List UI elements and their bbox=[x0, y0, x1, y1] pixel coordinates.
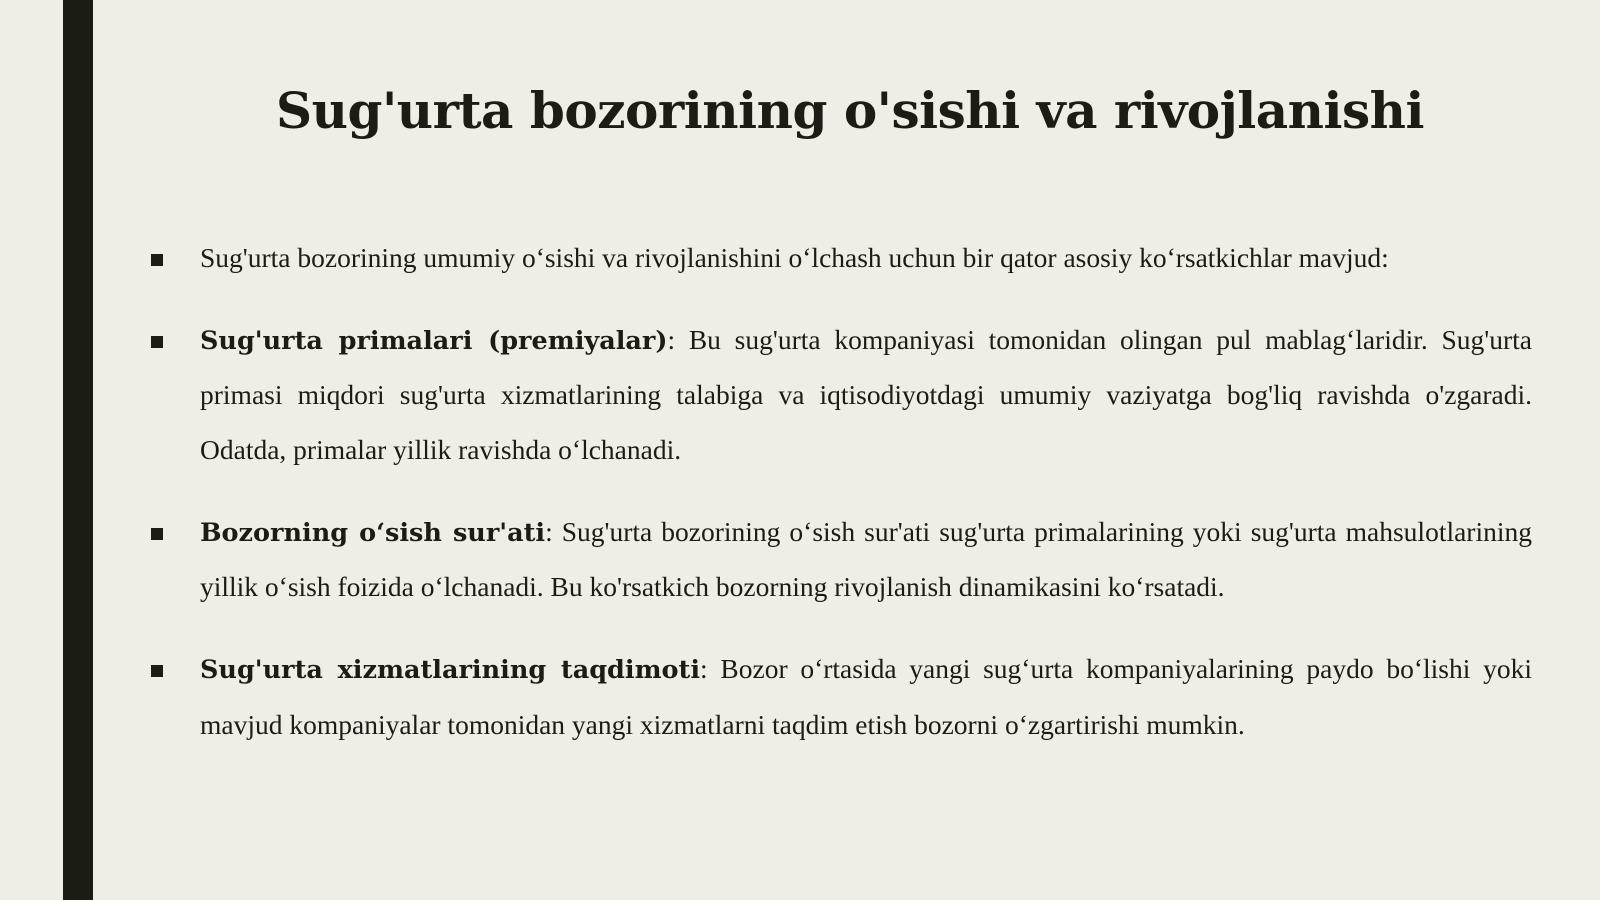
bullet-body: Sug'urta bozorining oʻsish sur'ati sug'urta primalarining yoki sug'urta mahsulotlarining yillik oʻsish foizida oʻlchanadi. Bu ko'rsatkich bozorning rivojlanish dinamikasini koʻrsatadi. bbox=[200, 515, 1533, 602]
bullet-body: Sug'urta bozorining umumiy oʻsishi va rivojlanishini oʻlchash uchun bir qator asosiy koʻrsatkichlar mavjud: bbox=[200, 241, 1389, 273]
bullet-separator: : bbox=[700, 653, 708, 684]
bullet-item-services bbox=[0, 642, 1600, 752]
bullet-text bbox=[200, 313, 1532, 478]
bullet-term: Sug'urta primalari (premiyalar) bbox=[200, 325, 668, 356]
bullet-separator: : bbox=[667, 323, 676, 355]
square-bullet-icon bbox=[151, 665, 163, 677]
bullet-item-premiums bbox=[0, 313, 1600, 478]
bullet-body: Bozor oʻrtasida yangi sugʻurta kompaniyalarining paydo boʻlishi yoki mavjud kompaniyalar tomonidan yangi xizmatlarni taqdim etish bozorni oʻzgartirishi mumkin. bbox=[200, 653, 1533, 740]
bullet-text bbox=[200, 231, 1532, 286]
bullet-item-intro bbox=[0, 231, 1600, 286]
bullet-text bbox=[200, 642, 1532, 752]
bullet-item-growth-rate bbox=[0, 505, 1600, 615]
bullet-term: Bozorning oʻsish sur'ati bbox=[200, 517, 546, 548]
bullet-term: Sug'urta xizmatlarining taqdimoti bbox=[200, 655, 701, 685]
square-bullet-icon bbox=[151, 528, 163, 540]
bullet-list bbox=[0, 203, 1600, 780]
bullet-body: Bu sug'urta kompaniyasi tomonidan olingan pul mablagʻlaridir. Sug'urta primasi miqdori sug'urta xizmatlarining talabiga va iqtisodiyotdagi umumiy vaziyatga bog'liq ravishda o'zgaradi. Odatda, primalar yillik ravishda oʻlchanadi. bbox=[200, 323, 1532, 465]
bullet-separator: : bbox=[545, 515, 553, 547]
square-bullet-icon bbox=[151, 336, 163, 348]
slide-title: Sug'urta bozorining o'sishi va rivojlanishi bbox=[276, 81, 1424, 140]
bullet-text bbox=[200, 505, 1532, 615]
square-bullet-icon bbox=[151, 254, 163, 266]
